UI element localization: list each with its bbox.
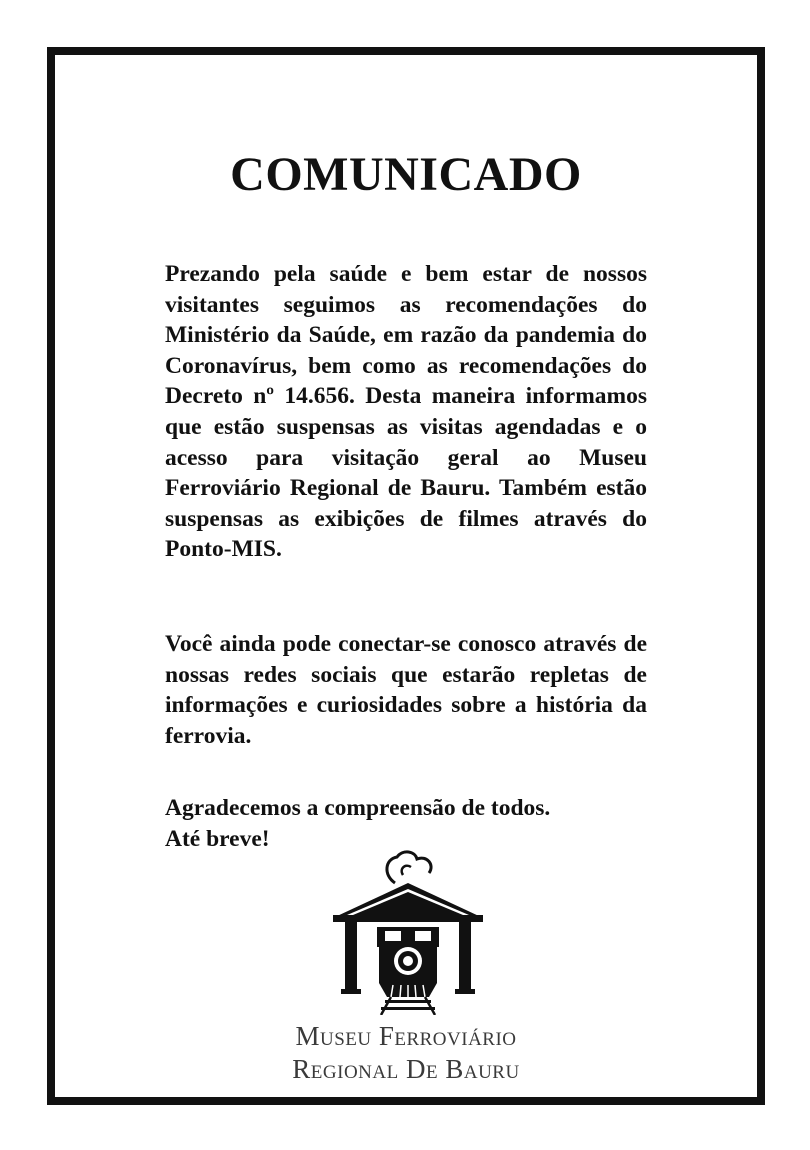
museum-name-line-2: Regional De Bauru: [292, 1054, 520, 1084]
thanks-line: Agradecemos a compreensão de todos.: [165, 795, 551, 821]
notice-title: COMUNICADO: [230, 148, 582, 201]
notice-frame: [47, 47, 765, 1105]
locomotive-station-icon: [333, 845, 483, 1015]
goodbye-line: Até breve!: [165, 825, 270, 852]
museum-logo-text: [55, 1020, 757, 1086]
paragraph-suspension: Prezando pela saúde e bem estar de nossos visitantes seguimos as recomendações do Ministério da Saúde, em razão da pandemia do Coronavírus, bem como as recomendações do Decreto nº 14.656. Desta maneira informamos que estão suspensas as visitas agendadas e o acesso para visitação geral ao Museu Ferroviário Regional de Bauru. Também estão suspensas as exibições de filmes através do Ponto-MIS.: [165, 261, 647, 563]
museum-name-line-1: Museu Ferroviário: [295, 1021, 517, 1051]
paragraph-social-media: Você ainda pode conectar-se conosco através de nossas redes sociais que estarão repletas de informações e curiosidades sobre a história da ferrovia.: [165, 631, 647, 749]
